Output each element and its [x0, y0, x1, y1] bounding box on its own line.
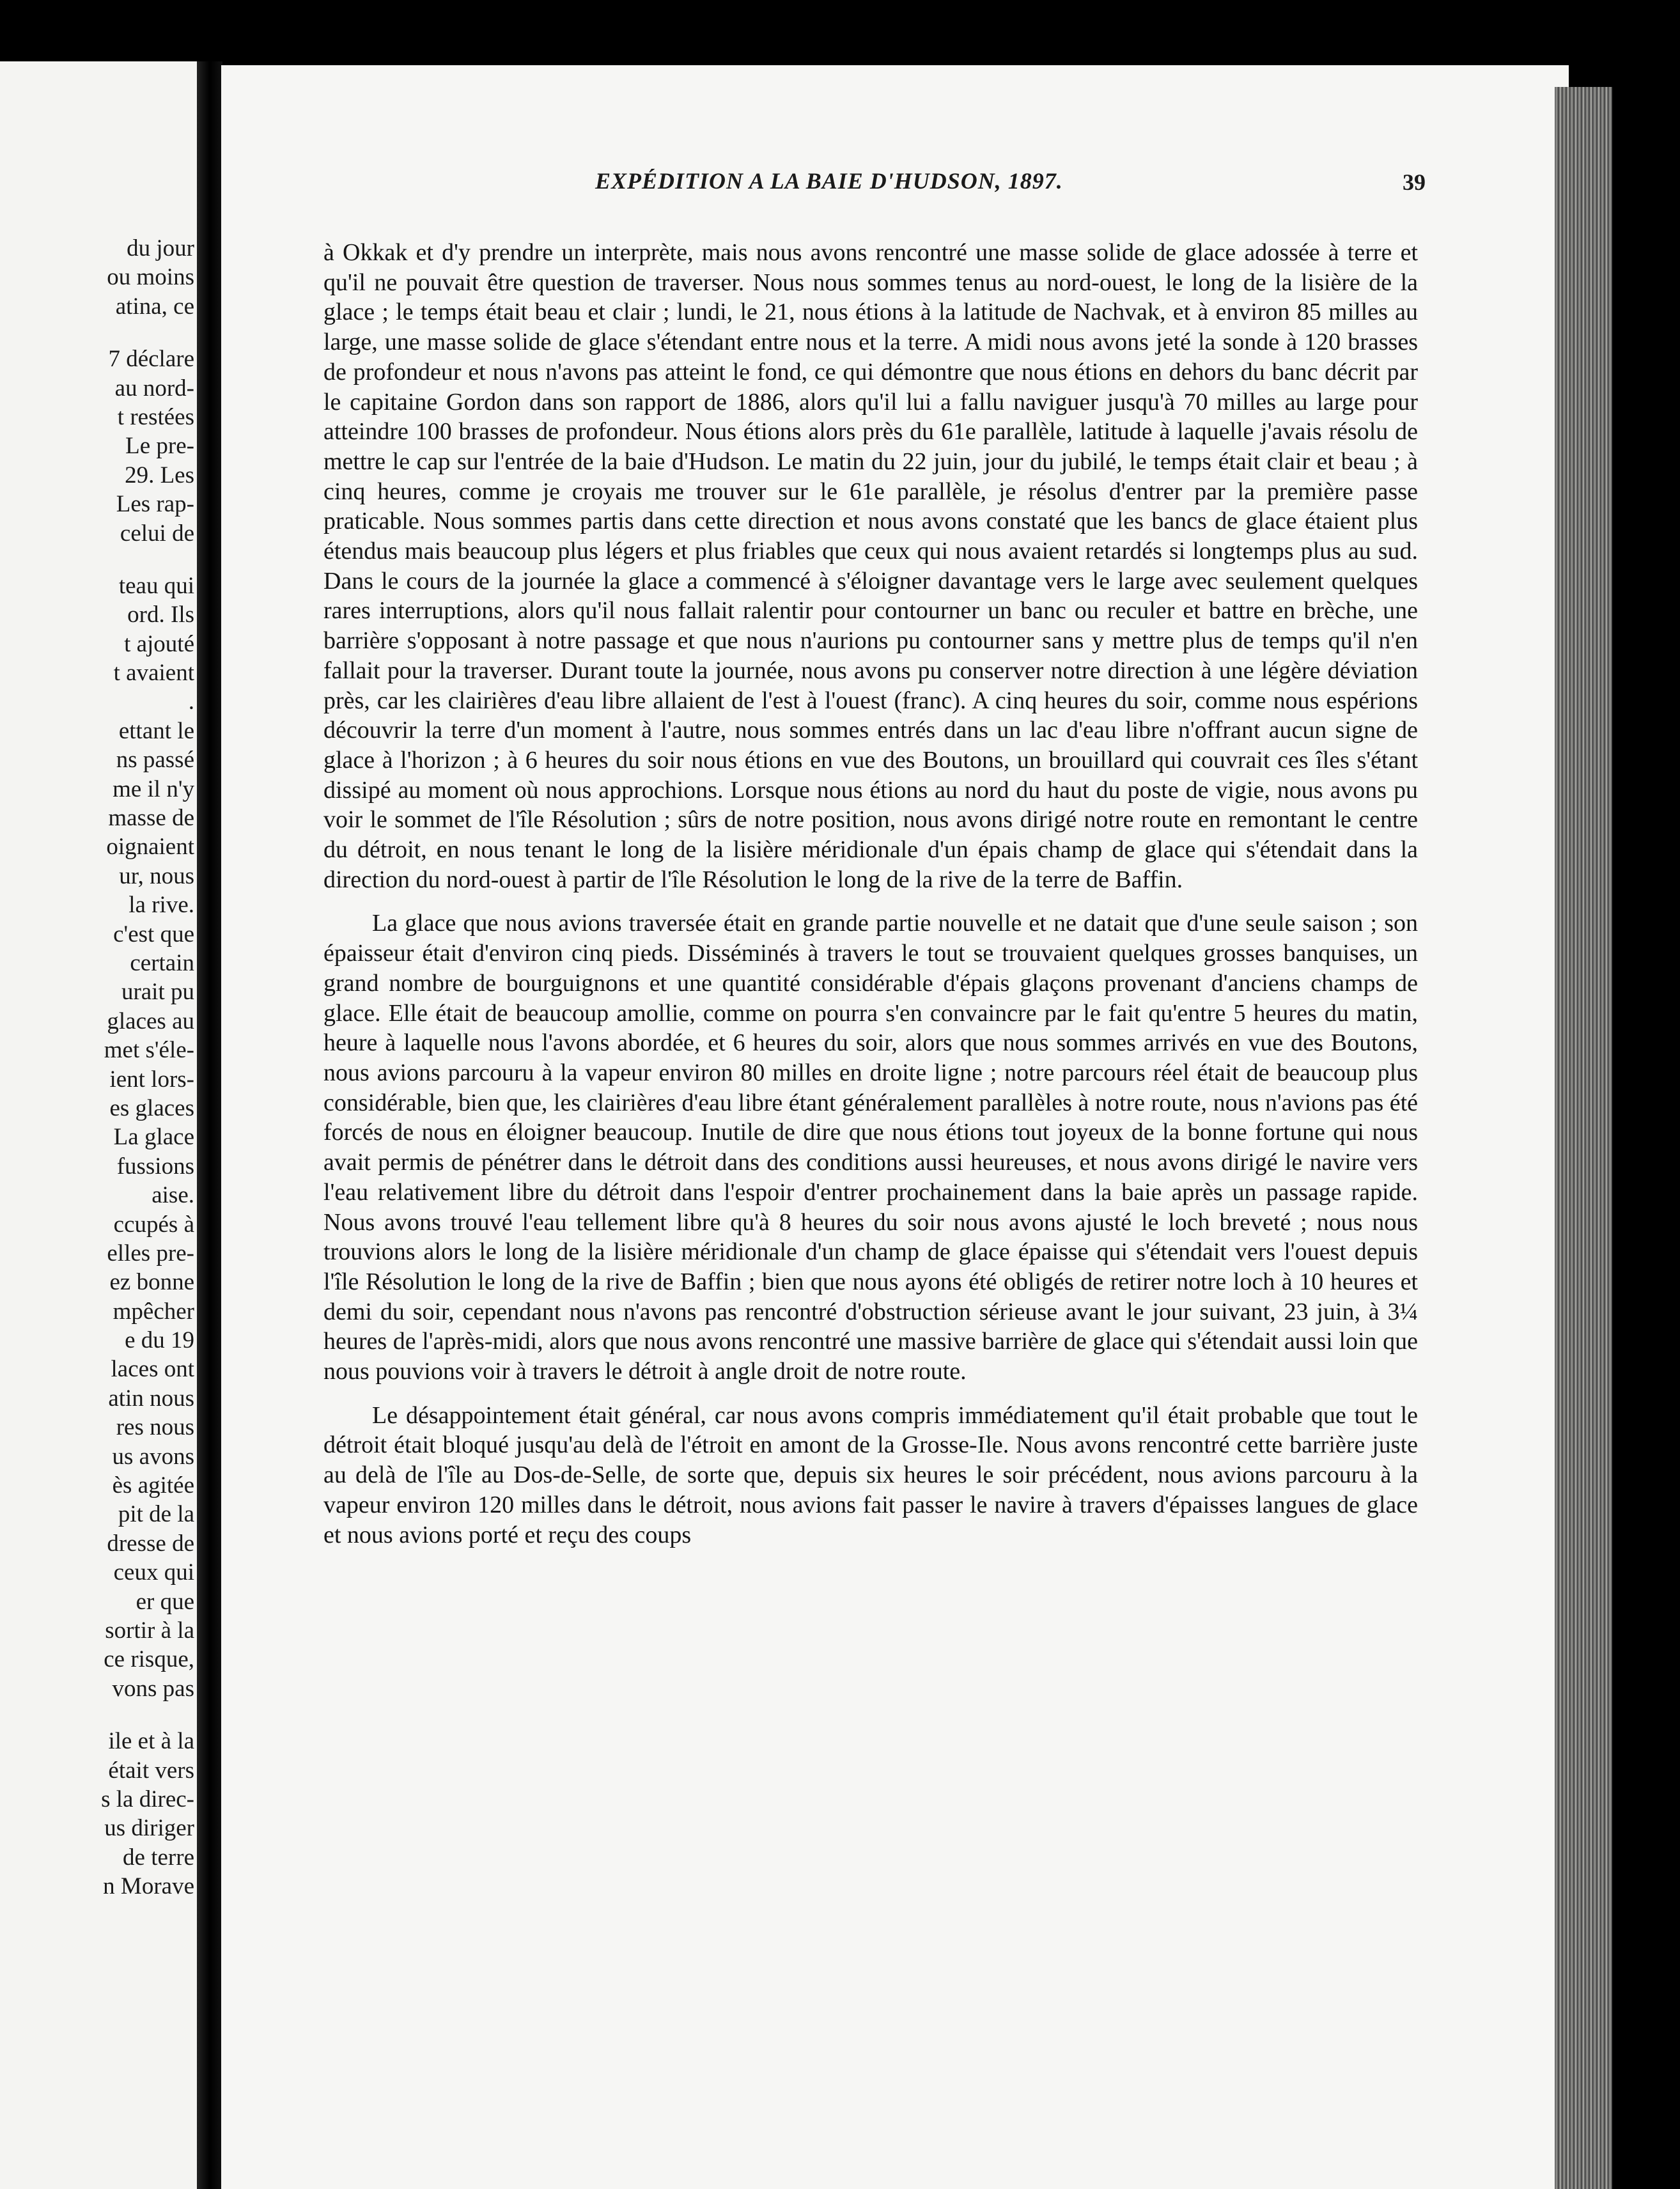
left-page-line: mpêcher — [113, 1298, 194, 1325]
left-page-line: vons pas — [112, 1675, 194, 1702]
left-page-line: us avons — [112, 1443, 194, 1470]
left-page-gap — [0, 321, 194, 345]
paragraph: La glace que nous avions traversée était en grande partie nouvelle et ne datait que d'une seule saison ; son épaisseur était d'environ cinq pieds. Disséminés à travers le tout se trouvaient quelques grosses banquises, un grand nombre de bourguignons et une quantité considérable d'épais glaçons provenant d'anciens champs de glace. Elle était de beaucoup amollie, comme on pourra s'en convaincre par le fait qu'entre 5 heures du matin, heure à laquelle nous l'avons abordée, et 6 heures du soir, alors que nous sommes arrivés en vue des Boutons, nous avions parcouru à la vapeur environ 80 milles en droite ligne ; notre parcours réel était de beaucoup plus considérable, bien que, les clairières d'eau libre étant généralement parallèles à notre route, nous n'avions pas été forcés de nous en éloigner beaucoup. Inutile de dire que nous étions tout joyeux de la bonne fortune qui nous avait permis de pénétrer dans le détroit dans des conditions aussi heureuses, et nous avons dirigé le navire vers l'eau relativement libre du détroit dans l'espoir d'entrer prochainement dans la baie après un passage rapide. Nous avons trouvé l'eau tellement libre qu'à 8 heures du soir nous avons ajusté le loch breveté ; nous nous trouvions alors le long de la lisière méridionale d'un champ de glace épaisse qui s'étendait vers l'ouest depuis l'île Résolution le long de la rive de Baffin ; bien que nous ayons été obligés de retirer notre loch à 10 heures et demi du soir, cependant nous n'avons pas rencontré d'obstruction sérieuse avant le jour suivant, 23 juin, à 3¼ heures de l'après-midi, alors que nous avons rencontré une massive barrière de glace qui s'étendait aussi loin que nous pouvions voir à travers le détroit à angle droit de notre route. — [323, 910, 1418, 1385]
left-page-line: ez bonne — [109, 1269, 194, 1296]
left-page-line: teau qui — [118, 572, 194, 599]
running-head — [221, 166, 1564, 205]
left-page-line: ile et à la — [108, 1728, 194, 1755]
left-page-line: s la direc- — [101, 1786, 194, 1812]
left-page-line: atina, ce — [115, 293, 194, 320]
left-page-line: t ajouté — [124, 630, 194, 657]
left-page-line: ur, nous — [119, 862, 194, 889]
left-page-line: était vers — [108, 1757, 194, 1784]
left-page-line: ns passé — [116, 747, 194, 774]
left-page-line: met s'éle- — [104, 1037, 194, 1064]
left-page-line: pit de la — [118, 1501, 194, 1528]
left-page-line: ient lors- — [109, 1066, 194, 1093]
page-number: 39 — [1403, 169, 1426, 195]
left-page-gap — [0, 548, 194, 572]
left-page-line: ès agitée — [112, 1472, 194, 1499]
left-page-line: es glaces — [109, 1094, 194, 1121]
left-page-line: ccupés à — [113, 1211, 194, 1238]
left-page-line: 29. Les — [125, 462, 194, 488]
left-page-line: ce risque, — [104, 1646, 194, 1673]
left-page-line: sortir à la — [105, 1617, 194, 1644]
left-page-line: La glace — [113, 1124, 194, 1151]
left-page-gap — [0, 1703, 194, 1727]
paragraph: à Okkak et d'y prendre un interprète, mais nous avons rencontré une masse solide de glace adossée à terre et qu'il ne pouvait être question de traverser. Nous nous sommes tenus au nord-ouest, le long de la lisière de la glace ; le temps était beau et clair ; lundi, le 21, nous étions à la latitude de Nachvak, et à environ 85 milles au large, une masse solide de glace s'étendant entre nous et la terre. A midi nous avons jeté la sonde à 120 brasses de profondeur et nous n'avons pas atteint le fond, ce qui démontre que nous étions en dehors du banc décrit par le capitaine Gordon dans son rapport de 1886, alors qu'il lui a fallu naviguer jusqu'à 70 milles au large pour atteindre 100 brasses de profondeur. Nous étions alors près du 61e parallèle, latitude à laquelle j'avais résolu de mettre le cap sur l'entrée de la baie d'Hudson. Le matin du 22 juin, jour du jubilé, le temps était clair et beau ; à cinq heures, comme je croyais me trouver sur le 61e parallèle, je résolus d'entrer par la première passe praticable. Nous sommes partis dans cette direction et nous avons constaté que les bancs de glace étaient plus étendus mais beaucoup plus légers et plus friables que ceux qui nous avaient retardés si longtemps plus au sud. Dans le cours de la journée la glace a commencé à s'éloigner davantage vers le large avec seulement quelques rares interruptions, alors qu'il nous fallait ralentir pour contourner un banc ou reculer et battre en brèche, une barrière s'opposant à notre passage et que nous n'aurions pu contourner sans y mettre plus de temps qu'il n'en fallait pour la traverser. Durant toute la journée, nous avons pu conserver notre direction à une légère déviation près, car les clairières d'eau libre allaient de l'est à l'ouest (franc). A cinq heures du soir, comme nous espérions découvrir la terre d'un moment à l'autre, nous sommes entrés dans un lac d'eau libre n'offrant aucun signe de glace à l'horizon ; à 6 heures du soir nous étions en vue des Boutons, un brouillard qui couvrait ces îles s'étant dissipé au moment où nous approchions. Lorsque nous étions au nord du haut du poste de vigie, nous avons pu voir le sommet de l'île Résolution ; sûrs de notre position, nous avons dirigé notre route en remontant le centre du détroit, en nous tenant le long de la lisière méridionale d'un épais champ de glace qui s'étendait dans la direction du nord-ouest à partir de l'île Résolution le long de la rive de la terre de Baffin. — [323, 239, 1418, 893]
running-title: EXPÉDITION A LA BAIE D'HUDSON, 1897. — [595, 168, 1063, 194]
left-page-line: er que — [136, 1588, 194, 1615]
left-page-line: ettant le — [118, 717, 194, 744]
left-page-line: Le pre- — [125, 433, 194, 460]
left-page-line: masse de — [108, 805, 194, 832]
right-page — [221, 65, 1569, 2189]
left-page-line: certain — [130, 949, 194, 976]
left-page-line: t avaient — [113, 660, 194, 687]
left-page-line: dresse de — [107, 1530, 194, 1557]
left-page-line: e du 19 — [125, 1327, 194, 1354]
left-page-line: urait pu — [121, 979, 194, 1006]
left-page-line: aise. — [152, 1182, 194, 1209]
left-page-line: elles pre- — [107, 1240, 194, 1266]
left-page-line: du jour — [127, 235, 194, 261]
left-page-line: de terre — [123, 1844, 194, 1871]
left-page-line: Les rap- — [116, 491, 194, 518]
left-page-line: atin nous — [108, 1385, 194, 1412]
left-page-line: us diriger — [104, 1815, 194, 1842]
left-page-line: n Morave — [103, 1873, 194, 1900]
left-page-line: . — [188, 689, 194, 715]
left-page-line: glaces au — [107, 1008, 194, 1034]
left-page-line: t restées — [117, 403, 194, 430]
paragraph: Le désappointement était général, car nous avons compris immédiatement qu'il était probable que tout le détroit était bloqué jusqu'au delà de l'étroit en amont de la Grosse-Ile. Nous avons rencontré cette barrière juste au delà de l'île au Dos-de-Selle, de sorte que, depuis six heures le soir précédent, nous avions parcouru à la vapeur environ 120 milles dans le détroit, nous avions fait passer le navire à travers d'épaisses langues de glace et nous avions porté et reçu des coups — [323, 1401, 1418, 1548]
page-edges — [1555, 87, 1612, 2189]
left-page-line: ou moins — [107, 264, 194, 291]
body-text — [323, 238, 1418, 1550]
left-page-line: me il n'y — [113, 775, 194, 802]
left-page-line: celui de — [120, 520, 194, 547]
left-page-text — [0, 234, 194, 1901]
left-page-line: oignaient — [106, 834, 194, 861]
left-page-line: au nord- — [114, 375, 194, 401]
left-page-line: ord. Ils — [127, 602, 194, 628]
left-page-line: ceux qui — [113, 1559, 194, 1586]
left-page-line: fussions — [116, 1153, 194, 1180]
left-page-line: c'est que — [113, 921, 194, 947]
left-page-fragment — [0, 61, 197, 2189]
book-gutter — [197, 61, 222, 2189]
left-page-line: 7 déclare — [108, 346, 194, 373]
left-page-line: laces ont — [111, 1356, 194, 1383]
left-page-line: res nous — [116, 1414, 194, 1441]
left-page-line: la rive. — [128, 892, 194, 919]
